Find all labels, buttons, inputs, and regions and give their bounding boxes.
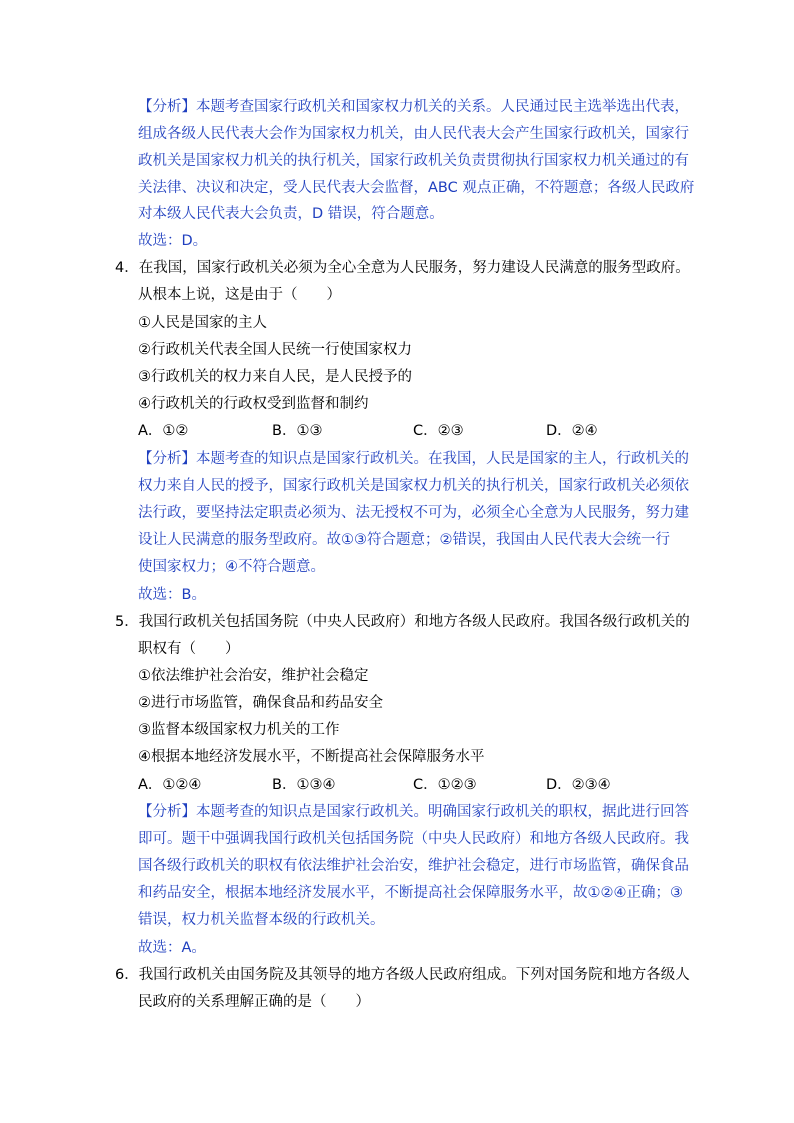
question-stem-line: 6．我国行政机关由国务院及其领导的地方各级人民政府组成。下列对国务院和地方各级人 — [115, 967, 690, 983]
option-c: C．①②③ — [413, 777, 477, 793]
analysis-line: 和药品安全，根据本地经济发展水平，不断提高社会保障服务水平，故①②④正确；③ — [138, 885, 683, 901]
analysis-line: 法行政，要坚持法定职责必须为、法无授权不可为，必须全心全意为人民服务，努力建 — [138, 505, 689, 521]
analysis-line: 【分析】本题考查的知识点是国家行政机关。明确国家行政机关的职权，据此进行回答 — [138, 804, 689, 820]
analysis-line: 【分析】本题考查的知识点是国家行政机关。在我国，人民是国家的主人，行政机关的 — [138, 451, 689, 467]
option-d: D．②④ — [546, 423, 598, 439]
analysis-line: 政机关是国家权力机关的执行机关，国家行政机关负责贯彻执行国家权力机关通过的有 — [138, 153, 689, 169]
analysis-line: 错误，权力机关监督本级的行政机关。 — [138, 912, 385, 928]
statement-item: ①依法维护社会治安，维护社会稳定 — [138, 668, 369, 684]
analysis-line: 组成各级人民代表大会作为国家权力机关，由人民代表大会产生国家行政机关，国家行 — [138, 126, 689, 142]
statement-item: ③监督本级国家权力机关的工作 — [138, 722, 340, 738]
statement-item: ④行政机关的行政权受到监督和制约 — [138, 396, 369, 412]
option-b: B．①③④ — [272, 777, 336, 793]
question-stem-line: 民政府的关系理解正确的是（ ） — [138, 994, 370, 1010]
answer-line: 故选：B。 — [138, 587, 206, 603]
question-stem-line: 5．我国行政机关包括国务院（中央人民政府）和地方各级人民政府。我国各级行政机关的 — [115, 614, 690, 630]
question-stem-line: 4．在我国，国家行政机关必须为全心全意为人民服务，努力建设人民满意的服务型政府。 — [115, 260, 690, 276]
answer-line: 故选：D。 — [138, 233, 208, 249]
option-a: A．①②④ — [138, 777, 202, 793]
answer-line: 故选：A。 — [138, 940, 206, 956]
analysis-line: 对本级人民代表大会负责，D 错误，符合题意。 — [138, 206, 444, 222]
question-stem-line: 从根本上说，这是由于（ ） — [138, 287, 341, 303]
option-c: C．②③ — [413, 423, 464, 439]
option-d: D．②③④ — [546, 777, 611, 793]
statement-item: ③行政机关的权力来自人民，是人民授予的 — [138, 369, 412, 385]
analysis-line: 使国家权力；④不符合题意。 — [138, 559, 325, 575]
analysis-line: 【分析】本题考查国家行政机关和国家权力机关的关系。人民通过民主选举选出代表， — [138, 99, 689, 115]
analysis-line: 权力来自人民的授予，国家行政机关是国家权力机关的执行机关，国家行政机关必须依 — [138, 478, 689, 494]
analysis-line: 即可。题干中强调我国行政机关包括国务院（中央人民政府）和地方各级人民政府。我 — [138, 831, 689, 847]
question-stem-line: 职权有（ ） — [138, 641, 240, 657]
analysis-line: 设让人民满意的服务型政府。故①③符合题意；②错误，我国由人民代表大会统一行 — [138, 532, 670, 548]
option-a: A．①② — [138, 423, 189, 439]
analysis-line: 关法律、决议和决定，受人民代表大会监督，ABC 观点正确，不符题意；各级人民政府 — [138, 180, 695, 196]
statement-item: ②进行市场监管，确保食品和药品安全 — [138, 695, 383, 711]
statement-item: ④根据本地经济发展水平，不断提高社会保障服务水平 — [138, 749, 485, 765]
option-b: B．①③ — [272, 423, 323, 439]
statement-item: ②行政机关代表全国人民统一行使国家权力 — [138, 342, 412, 358]
statement-item: ①人民是国家的主人 — [138, 315, 267, 331]
analysis-line: 国各级行政机关的职权有依法维护社会治安，维护社会稳定，进行市场监管，确保食品 — [138, 858, 689, 874]
